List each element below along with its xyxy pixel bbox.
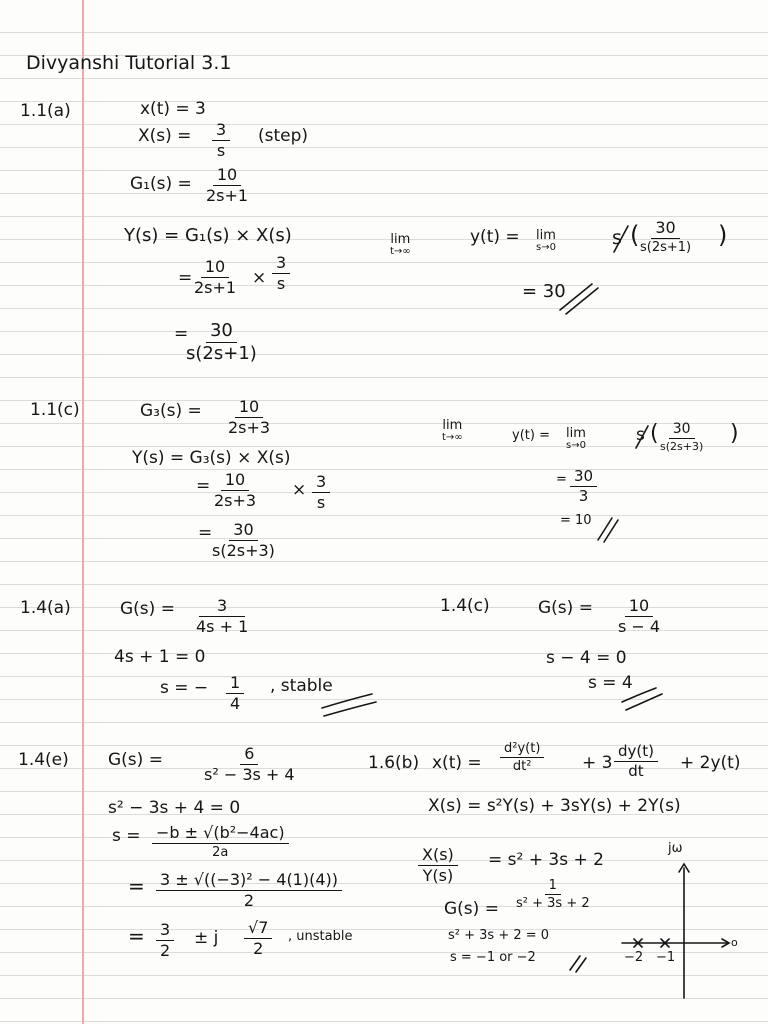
fraction-denominator: 2 [253, 939, 264, 958]
root-result: s = 4 [588, 673, 633, 693]
transfer-function-prefix: G₁(s) = [130, 174, 192, 194]
times-sign: × [292, 480, 307, 500]
transfer-function-prefix: G(s) = [444, 899, 499, 919]
fraction-numerator: 10 [625, 598, 653, 617]
ratio-rhs: = s² + 3s + 2 [488, 850, 604, 870]
question-label-1-4e: 1.4(e) [18, 750, 69, 770]
transfer-function-prefix: G(s) = [538, 598, 593, 618]
imaginary-axis-label: jω [668, 841, 683, 856]
pole-values: s = −1 or −2 [450, 950, 536, 965]
limit-word: lim [442, 418, 463, 433]
fraction-denominator: Y(s) [422, 866, 454, 885]
equals-sign: = [174, 324, 189, 344]
fraction-denominator: s − 4 [618, 617, 661, 636]
equals-sign: = [128, 924, 145, 948]
step-note: (step) [258, 126, 309, 146]
question-label-1-1c: 1.1(c) [30, 400, 80, 420]
fraction-numerator: 10 [201, 259, 229, 278]
cancelled-s: s [612, 227, 622, 249]
limit-subscript: s→0 [566, 439, 586, 451]
characteristic-equation: s − 4 = 0 [546, 648, 627, 668]
fraction-denominator: s [216, 141, 226, 160]
fraction-numerator: 10 [221, 472, 249, 491]
fraction-numerator: −b ± √(b²−4ac) [152, 825, 289, 844]
result-double-underline [598, 518, 612, 540]
limit-subscript: s→0 [536, 241, 556, 253]
fraction-denominator: 4 [230, 694, 241, 713]
laplace-input-prefix: X(s) = [138, 126, 192, 146]
fraction-denominator: s² + 3s + 2 [516, 896, 590, 911]
laplace-transform-equation: X(s) = s²Y(s) + 3sY(s) + 2Y(s) [428, 796, 681, 816]
question-label-1-1a: 1.1(a) [20, 101, 71, 121]
stability-verdict: , stable [270, 676, 333, 696]
fraction-numerator: √7 [244, 920, 272, 939]
plus-two-y: + 2y(t) [680, 753, 741, 773]
fraction-numerator: dy(t) [614, 744, 658, 762]
final-value-result: = 10 [560, 513, 592, 528]
limit-word: lim [390, 232, 411, 247]
cancelled-s: s [636, 425, 645, 445]
fraction-denominator: 2 [160, 941, 171, 960]
fraction-numerator: 10 [213, 167, 241, 186]
close-paren: ) [730, 421, 739, 446]
plus-minus-j: ± j [194, 928, 219, 948]
root-underline [622, 688, 656, 702]
characteristic-equation: s² − 3s + 4 = 0 [108, 798, 241, 818]
limit-subscript: t→∞ [442, 431, 463, 443]
times-sign: × [252, 268, 267, 288]
output-equation: Y(s) = G₁(s) × X(s) [124, 225, 292, 246]
root-prefix: s = − [160, 678, 209, 698]
fraction-denominator: 4s + 1 [196, 617, 249, 636]
fraction-denominator: s(2s+1) [640, 240, 692, 255]
result-double-underline [604, 520, 618, 542]
fraction-numerator: 1 [545, 879, 561, 895]
fraction-numerator: 30 [570, 469, 597, 487]
equals-sign: = [196, 476, 211, 496]
quadratic-formula-prefix: s = [112, 826, 141, 846]
fraction-denominator: 3 [578, 487, 589, 505]
characteristic-equation: s² + 3s + 2 = 0 [448, 928, 550, 943]
fraction-denominator: dt [628, 762, 644, 780]
final-value-prefix: y(t) = [470, 227, 520, 247]
fraction-numerator: 6 [240, 746, 258, 765]
pole-label-a: −2 [624, 950, 644, 965]
root-underline [626, 694, 662, 710]
fraction-numerator: 30 [229, 522, 257, 541]
final-value-result: = 30 [522, 281, 566, 302]
axis-origin-label: o [731, 936, 738, 949]
page-title: Divyanshi Tutorial 3.1 [26, 52, 232, 74]
transfer-function-prefix: G(s) = [120, 599, 175, 619]
transfer-function-prefix: G(s) = [108, 750, 163, 770]
question-label-1-6b: 1.6(b) [368, 753, 420, 773]
fraction-numerator: X(s) [418, 847, 458, 866]
final-value-prefix: y(t) = [512, 428, 550, 443]
characteristic-equation: 4s + 1 = 0 [114, 647, 206, 667]
fraction-denominator: s² − 3s + 4 [204, 765, 295, 784]
fraction-denominator: 2 [243, 891, 255, 910]
fraction-denominator: dt² [512, 759, 532, 774]
fraction-numerator: 30 [669, 422, 695, 439]
equals-sign: = [198, 523, 213, 543]
question-label-1-4c: 1.4(c) [440, 596, 490, 616]
cancel-stroke [614, 226, 628, 252]
ode-prefix: x(t) = [432, 753, 482, 773]
fraction-denominator: 2s+1 [194, 278, 237, 297]
fraction-numerator: 3 [272, 255, 290, 274]
fraction-numerator: 3 [212, 122, 230, 141]
fraction-denominator: 2s+1 [206, 186, 249, 205]
fraction-denominator: s(2s+1) [186, 343, 257, 364]
plus-three: + 3 [582, 753, 613, 773]
fraction-denominator: s [276, 274, 286, 293]
limit-word: lim [566, 426, 586, 441]
fraction-denominator: s(2s+3) [212, 541, 275, 560]
cancel-stroke [636, 426, 648, 448]
fraction-numerator: 3 [199, 598, 245, 617]
transfer-function-prefix: G₃(s) = [140, 401, 202, 421]
stable-underline [324, 702, 376, 716]
equals-sign: = [556, 472, 567, 487]
fraction-numerator: 30 [651, 220, 679, 239]
output-equation: Y(s) = G₃(s) × X(s) [132, 448, 291, 468]
limit-word: lim [536, 228, 556, 243]
pole-label-b: −1 [656, 950, 676, 965]
equals-sign: = [128, 874, 145, 898]
open-paren: ( [630, 221, 640, 249]
input-signal: x(t) = 3 [140, 99, 206, 119]
fraction-denominator: 2s+3 [228, 418, 271, 437]
stability-verdict: , unstable [288, 929, 353, 944]
close-paren: ) [718, 221, 728, 249]
fraction-numerator: 3 [156, 922, 174, 941]
fraction-numerator: d²y(t) [500, 742, 544, 758]
fraction-denominator: s(2s+3) [660, 440, 704, 453]
limit-subscript: t→∞ [390, 245, 411, 257]
fraction-numerator: 30 [206, 322, 237, 343]
fraction-numerator: 3 [312, 474, 330, 493]
fraction-numerator: 10 [235, 399, 263, 418]
equals-sign: = [178, 268, 193, 288]
fraction-denominator: s [316, 493, 326, 512]
open-paren: ( [650, 421, 659, 446]
fraction-numerator: 1 [226, 675, 244, 694]
fraction-numerator: 3 ± √((−3)² − 4(1)(4)) [156, 872, 342, 891]
fraction-denominator: 2s+3 [214, 491, 257, 510]
stable-underline [322, 694, 372, 708]
question-label-1-4a: 1.4(a) [20, 598, 71, 618]
fraction-denominator: 2a [212, 845, 229, 860]
